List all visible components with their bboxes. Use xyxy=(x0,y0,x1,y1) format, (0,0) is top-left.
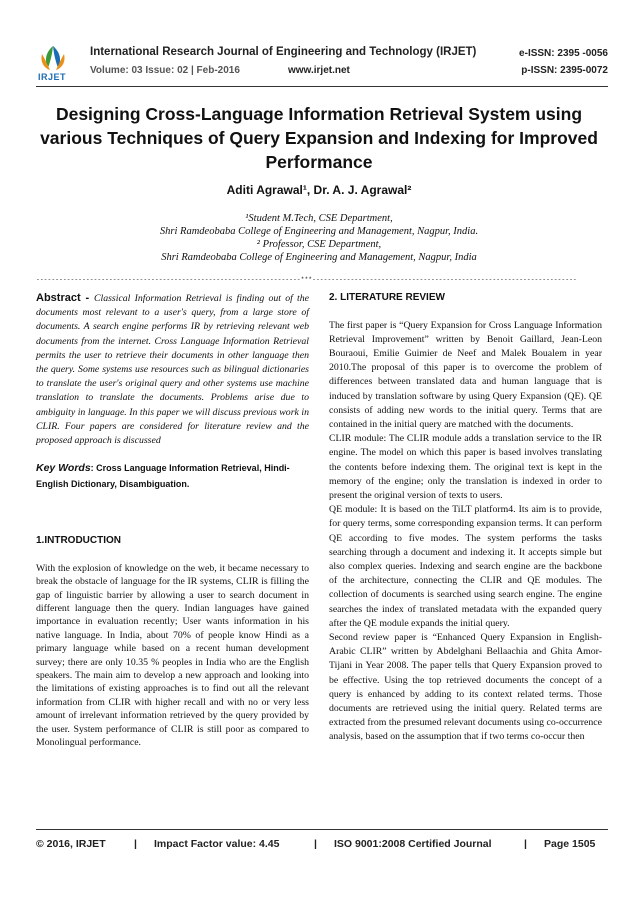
paper-title: Designing Cross-Language Information Retrieval System using various Techniques of Query Expansion and Indexing for Improved Performance xyxy=(40,104,598,172)
literature-paragraph-1: The first paper is “Query Expansion for Cross Language Information Retrieval Improvement” written by Benoit Gaillard, Jean-Leon Bouraoui, Emilie Guimier de Neef and Malek Boualem in year 2010.The proposal of this paper is to overcome the problem of differences between translated data and human language that is induced by translation software by using Query Expansion (QE). QE consists of adding new words to the initial query. Terms that are contained in the initial query are matched with the documents. xyxy=(329,319,602,430)
affiliation-2-college: Shri Ramdeobaba College of Engineering and Management, Nagpur, India xyxy=(161,252,477,263)
footer-separator: | xyxy=(134,838,137,850)
footer-divider xyxy=(36,829,608,830)
literature-paragraph-2: CLIR module: The CLIR module adds a translation service to the IR engine. The model on which this paper is based involves translating the contents before indexing them. The original text is kept in the memory of the engine; only the translation is indexed in order to present the original version of texts to users. xyxy=(329,433,602,501)
header-divider xyxy=(36,86,608,87)
logo-text: IRJET xyxy=(38,72,67,82)
introduction-text: With the explosion of knowledge on the web, it became necessary to break the obstacle of language for the IR systems, CLIR is filling the gap of linguistic barrier by allowing a user to search document in different language then the query. Indian languages have gained importance in evaluation recently; User wants information in his native language. In India, about 70% of people know Hindi as a primary language while based on a recent human development survey; there are only 10.35 % peoples in India who are the English speakers. The main aim to develop a new approach and looking into the limitations of existing approaches is to find out all the relevant information from CLIR with higher recall and with no or very less amount of irrelevant information retrieved by the query provided by the user. System performance of CLIR is still poor as compared to Monolingual performance. xyxy=(36,562,309,749)
journal-name: International Research Journal of Engineering and Technology (IRJET) xyxy=(90,46,477,58)
keywords-text: Cross Language Information Retrieval, Hindi-English Dictionary, Disambiguation. xyxy=(36,463,290,490)
abstract xyxy=(36,291,309,448)
left-column xyxy=(36,291,309,749)
footer-page-number: Page 1505 xyxy=(544,838,596,850)
literature-paragraph-3: QE module: It is based on the TiLT platform4. Its aim is to provide, for query terms, some corresponding expansion terms. It can perform QE according to five modes. The system performs the tasks searching through a document and indexing it. It accepts simple but also complex queries. Indexing and search engine are the backbone of the architecture, connecting the CLIR and QE modules. The collection of documents is searched using search engine. The engine searches the index of translated metadata with the expanded query after the QE module expands the initial query. xyxy=(329,504,602,629)
footer-impact-factor: Impact Factor value: 4.45 xyxy=(154,838,280,850)
footer-separator: | xyxy=(524,838,527,850)
abstract-dash: - xyxy=(80,292,94,304)
keywords xyxy=(36,460,309,492)
paper-authors: Aditi Agrawal¹, Dr. A. J. Agrawal² xyxy=(226,183,412,197)
right-column xyxy=(329,291,602,745)
volume-issue: Volume: 03 Issue: 02 | Feb-2016 xyxy=(90,65,240,76)
e-issn: e-ISSN: 2395 -0056 xyxy=(519,48,608,59)
introduction-heading: 1.INTRODUCTION xyxy=(36,535,121,547)
affiliation-2-role: ² Professor, CSE Department, xyxy=(256,239,382,250)
keywords-colon: : xyxy=(90,463,97,474)
literature-paragraph-4: Second review paper is “Enhanced Query Expansion in English-Arabic CLIR” written by Abdelghani Bellaachia and Ghita Amor-Tijani in Year 2008. The paper tells that Query Expansion proved to be effective. Using the top retrieved documents the concept of a query is enhanced by adding to its context related terms. Those documents are retrieved using the initial query. Related terms are extracted from the presumed relevant documents using co-occurrence analysis, based on the assumption that if two terms co-occur then xyxy=(329,631,602,743)
footer-copyright: © 2016, IRJET xyxy=(36,838,106,850)
website-link[interactable]: www.irjet.net xyxy=(288,65,350,76)
affiliation-1-college: Shri Ramdeobaba College of Engineering and Management, Nagpur, India. xyxy=(159,226,479,237)
footer-iso: ISO 9001:2008 Certified Journal xyxy=(334,838,492,850)
footer-separator: | xyxy=(314,838,317,850)
journal-header xyxy=(36,40,608,84)
abstract-label: Abstract xyxy=(36,292,81,304)
keywords-label: Key Words xyxy=(36,462,91,475)
p-issn: p-ISSN: 2395-0072 xyxy=(521,65,608,76)
literature-review-heading: 2. LITERATURE REVIEW xyxy=(329,292,445,303)
abstract-text: Classical Information Retrieval is finding out of the documents most relevant to a user's query, from a large store of documents. A search engine performs IR by retrieving relevant web documents from the internet. Cross Language Information Retrieval permits the user to retrieve their documents in other language then the query. Some systems use resources such as bilingual dictionaries to translate the user's original query and other systems use machine translation to translate the documents. Problems arise due to ambiguity in language. In this paper we will discuss previous work in CLIR. Four papers are considered for literature review and the proposed approach is discussed xyxy=(36,293,310,447)
affiliation-1-role: ¹Student M.Tech, CSE Department, xyxy=(245,213,393,224)
section-separator: ---------------------------------------------------------------------***--------------------------------------------------------------------- xyxy=(36,276,577,283)
